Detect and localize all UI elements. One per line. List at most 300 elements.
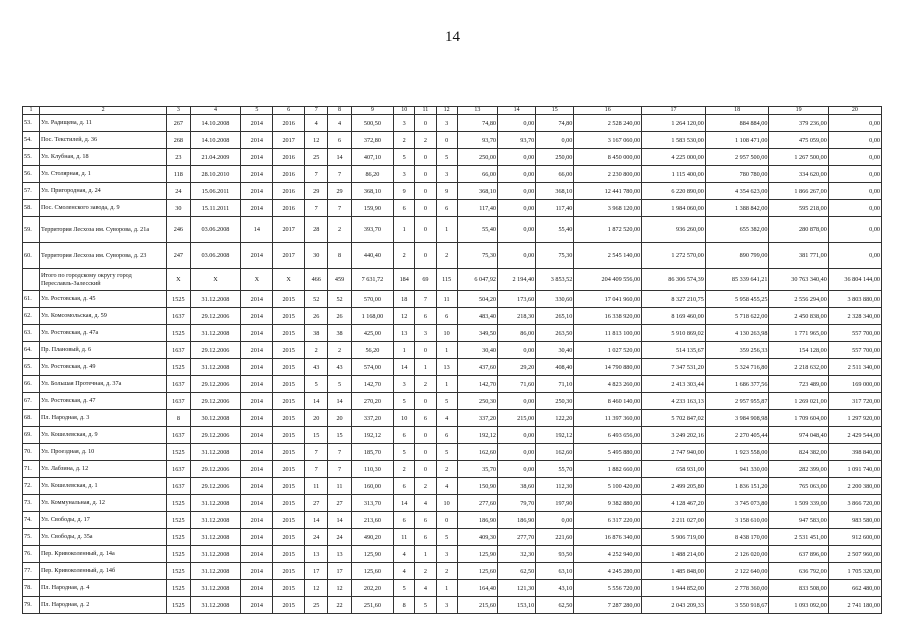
value-cell: 379 236,00 [769,115,828,132]
value-cell: 74,80 [536,115,574,132]
value-cell: 1 264 120,00 [642,115,706,132]
value-cell: 5 [394,444,415,461]
value-cell: 31.12.2008 [190,325,241,342]
value-cell: 6 493 656,00 [574,427,642,444]
value-cell: 2 450 838,00 [769,308,828,325]
value-cell: 63,10 [536,563,574,580]
value-cell: 0,00 [498,461,536,478]
table-row [23,291,882,308]
value-cell: 4 233 163,13 [642,393,706,410]
value-cell: 14 [305,393,328,410]
value-cell: 1525 [167,563,190,580]
column-number-cell: 2 [39,107,166,115]
value-cell: 221,60 [536,529,574,546]
value-cell: 1637 [167,308,190,325]
value-cell: 655 382,00 [705,217,769,243]
value-cell: 1 [436,217,457,243]
value-cell: 31.12.2008 [190,597,241,614]
value-cell: 15.06.2011 [190,183,241,200]
value-cell: 29.12.2006 [190,427,241,444]
value-cell: 0 [415,166,436,183]
value-cell: 27 [305,495,328,512]
column-number-cell: 10 [394,107,415,115]
row-number-cell: 78. [23,580,40,597]
value-cell: 0,00 [498,200,536,217]
value-cell: 0,00 [828,200,881,217]
address-cell: Ул. Кошелевская, д. 1 [39,478,166,495]
row-number-cell: 66. [23,376,40,393]
value-cell: 0 [415,427,436,444]
value-cell: 2 [436,243,457,269]
value-cell: 31.12.2008 [190,546,241,563]
value-cell: 75,30 [536,243,574,269]
value-cell: 2014 [241,200,273,217]
address-cell: Ул. Кошелевская, д. 9 [39,427,166,444]
value-cell: 7 287 280,00 [574,597,642,614]
value-cell: 55,40 [536,217,574,243]
address-cell: Пр. Плановый, д. 6 [39,342,166,359]
table-row [23,376,882,393]
table-row [23,529,882,546]
value-cell: 2014 [241,597,273,614]
column-number-cell: 5 [241,107,273,115]
value-cell: 2 270 405,44 [705,427,769,444]
value-cell: 2015 [273,580,305,597]
value-cell: 6 [394,478,415,495]
value-cell: 31.12.2008 [190,359,241,376]
value-cell: 246 [167,217,190,243]
table-row [23,512,882,529]
value-cell: 12 441 780,00 [574,183,642,200]
value-cell: 2015 [273,291,305,308]
column-number-cell: 16 [574,107,642,115]
value-cell: 17 [328,563,351,580]
row-number-cell: 64. [23,342,40,359]
value-cell: 110,30 [351,461,393,478]
value-cell: 8 460 140,00 [574,393,642,410]
value-cell: 330,60 [536,291,574,308]
value-cell: 7 [415,291,436,308]
value-cell: 5 [394,149,415,166]
value-cell: 17 041 960,00 [574,291,642,308]
value-cell: 2014 [241,444,273,461]
value-cell: 75,30 [457,243,497,269]
value-cell: 3 [394,376,415,393]
row-number-cell: 65. [23,359,40,376]
value-cell: 0 [415,342,436,359]
address-cell: Пер. Кривоколенный, д. 14а [39,546,166,563]
value-cell: 4 245 280,00 [574,563,642,580]
value-cell: 2014 [241,359,273,376]
value-cell: 2014 [241,427,273,444]
value-cell: 125,60 [457,563,497,580]
value-cell: 30.12.2008 [190,410,241,427]
column-number-cell: 8 [328,107,351,115]
value-cell: 202,20 [351,580,393,597]
address-cell: Пл. Народная, д. 3 [39,410,166,427]
value-cell: 5 [328,376,351,393]
value-cell: 0 [415,444,436,461]
value-cell: 186,90 [498,512,536,529]
value-cell: 2 218 632,00 [769,359,828,376]
value-cell: 52 [305,291,328,308]
value-cell: 1637 [167,478,190,495]
value-cell: 941 330,00 [705,461,769,478]
table-row [23,115,882,132]
value-cell: 3 249 202,16 [642,427,706,444]
address-cell: Ул. Ростовская, д. 47 [39,393,166,410]
value-cell: 4 [415,580,436,597]
column-number-cell: 3 [167,107,190,115]
table-row [23,325,882,342]
value-cell: 1 027 520,00 [574,342,642,359]
value-cell: 62,50 [536,597,574,614]
value-cell: 11 [328,478,351,495]
value-cell: 142,70 [351,376,393,393]
value-cell: 2015 [273,410,305,427]
value-cell: 15 [328,427,351,444]
value-cell: 574,00 [351,359,393,376]
value-cell: X [190,269,241,291]
address-cell: Ул. Столярная, д. 1 [39,166,166,183]
value-cell: 12 [394,308,415,325]
value-cell: 8 [328,243,351,269]
value-cell: 3 [436,597,457,614]
value-cell: 10 [394,410,415,427]
value-cell: 5 [305,376,328,393]
value-cell: 270,20 [351,393,393,410]
value-cell: 0 [436,132,457,149]
value-cell: 164,40 [457,580,497,597]
value-cell: 0 [415,115,436,132]
value-cell: 0,00 [828,183,881,200]
value-cell: 5 958 455,25 [705,291,769,308]
value-cell: 765 063,00 [769,478,828,495]
value-cell: 159,90 [351,200,393,217]
value-cell: 2 230 800,00 [574,166,642,183]
value-cell: 368,10 [351,183,393,200]
address-cell: Ул. Ростовская, д. 45 [39,291,166,308]
value-cell: 12 [305,132,328,149]
value-cell: 2015 [273,376,305,393]
value-cell: 440,40 [351,243,393,269]
value-cell: 2015 [273,444,305,461]
value-cell: 18 [394,291,415,308]
value-cell: 2 528 240,00 [574,115,642,132]
value-cell: 1525 [167,597,190,614]
value-cell: 6 [415,308,436,325]
value-cell: 247 [167,243,190,269]
value-cell: 2 [394,243,415,269]
table-row [23,243,882,269]
value-cell: 43 [305,359,328,376]
value-cell: 0 [415,200,436,217]
value-cell: 334 620,00 [769,166,828,183]
value-cell: 0,00 [828,243,881,269]
value-cell: 7 631,72 [351,269,393,291]
column-number-cell: 18 [705,107,769,115]
value-cell: 0,00 [498,183,536,200]
value-cell: 1 272 570,00 [642,243,706,269]
value-cell: 9 382 880,00 [574,495,642,512]
value-cell: 23 [167,149,190,166]
value-cell: 2014 [241,376,273,393]
value-cell: 13 [328,546,351,563]
registry-table [22,106,882,614]
value-cell: 2 511 340,00 [828,359,881,376]
value-cell: 150,90 [457,478,497,495]
column-number-cell: 13 [457,107,497,115]
row-number-cell: 54. [23,132,40,149]
value-cell: 425,00 [351,325,393,342]
value-cell: 1525 [167,546,190,563]
value-cell: 03.06.2008 [190,243,241,269]
value-cell: 337,20 [457,410,497,427]
value-cell: 117,40 [457,200,497,217]
value-cell: 4 [394,563,415,580]
value-cell: 2014 [241,563,273,580]
table-row [23,217,882,243]
value-cell: 3 866 720,00 [828,495,881,512]
value-cell: 1 836 151,20 [705,478,769,495]
value-cell: 6 [436,427,457,444]
row-number-cell: 53. [23,115,40,132]
value-cell: 4 128 467,20 [642,495,706,512]
value-cell: 29.12.2006 [190,342,241,359]
value-cell: 7 [305,200,328,217]
address-cell: Пл. Народная, д. 4 [39,580,166,597]
value-cell: 8 327 210,75 [642,291,706,308]
value-cell: 2 531 451,00 [769,529,828,546]
value-cell: 1 866 267,00 [769,183,828,200]
value-cell: 71,60 [498,376,536,393]
value-cell: 490,20 [351,529,393,546]
value-cell: 22 [328,597,351,614]
value-cell: 1 485 848,00 [642,563,706,580]
value-cell: 5 910 869,02 [642,325,706,342]
row-number-cell: 72. [23,478,40,495]
value-cell: 154 128,00 [769,342,828,359]
address-cell: Ул. Радищева, д. 11 [39,115,166,132]
value-cell: 10 [436,325,457,342]
value-cell: 466 [305,269,328,291]
value-cell: 408,40 [536,359,574,376]
value-cell: 173,60 [498,291,536,308]
value-cell: 280 878,00 [769,217,828,243]
value-cell: 26 [328,308,351,325]
table-row [23,410,882,427]
value-cell: 6 220 890,00 [642,183,706,200]
value-cell: 12 [328,580,351,597]
value-cell: 122,20 [536,410,574,427]
value-cell: 0 [436,512,457,529]
value-cell: 890 799,00 [705,243,769,269]
value-cell: 10 [436,495,457,512]
value-cell: 2014 [241,132,273,149]
value-cell: 93,50 [536,546,574,563]
value-cell: 1 705 320,00 [828,563,881,580]
table-row [23,200,882,217]
value-cell: 21.04.2009 [190,149,241,166]
value-cell: 85 339 641,21 [705,269,769,291]
value-cell: 186,90 [457,512,497,529]
value-cell: 1 [394,217,415,243]
value-cell: 5 [436,529,457,546]
value-cell: 3 853,52 [536,269,574,291]
page-number: 14 [445,29,460,45]
value-cell: 3 167 060,00 [574,132,642,149]
value-cell: 349,50 [457,325,497,342]
table-row [23,427,882,444]
value-cell: 2 [436,563,457,580]
value-cell: 1 [394,342,415,359]
value-cell: 2015 [273,325,305,342]
value-cell: 30 [167,200,190,217]
value-cell: 20 [328,410,351,427]
value-cell: 1 488 214,00 [642,546,706,563]
value-cell: 31.12.2008 [190,563,241,580]
value-cell: 2 741 180,00 [828,597,881,614]
value-cell: 504,20 [457,291,497,308]
table-row [23,183,882,200]
value-cell: 1 267 500,00 [769,149,828,166]
address-cell: Ул. Коммунальная, д. 12 [39,495,166,512]
value-cell: 3 745 073,80 [705,495,769,512]
value-cell: 4 [305,115,328,132]
value-cell: 184 [394,269,415,291]
value-cell: 11 [305,478,328,495]
value-cell: 0 [415,183,436,200]
value-cell: 1637 [167,427,190,444]
value-cell: 7 [305,461,328,478]
value-cell: 250,30 [536,393,574,410]
value-cell: 29.12.2006 [190,308,241,325]
address-cell: Пл. Народная, д. 2 [39,597,166,614]
value-cell: 1637 [167,376,190,393]
value-cell: 0,00 [828,217,881,243]
value-cell: 38 [305,325,328,342]
value-cell: 6 [328,132,351,149]
value-cell: 8 438 170,00 [705,529,769,546]
value-cell: 0,00 [828,132,881,149]
row-number-cell: 77. [23,563,40,580]
value-cell: 0 [415,149,436,166]
value-cell: 409,30 [457,529,497,546]
value-cell: 947 583,00 [769,512,828,529]
value-cell: 1 [436,342,457,359]
value-cell: 7 [305,166,328,183]
value-cell: 30 [305,243,328,269]
value-cell: 24 [305,529,328,546]
value-cell: 8 450 000,00 [574,149,642,166]
value-cell: 833 508,00 [769,580,828,597]
value-cell: 29 [328,183,351,200]
value-cell: 215,60 [457,597,497,614]
value-cell: 2014 [241,149,273,166]
value-cell: 780 780,00 [705,166,769,183]
value-cell: 3 [415,325,436,342]
value-cell: 7 [328,166,351,183]
row-number-cell: 73. [23,495,40,512]
value-cell: 38 [328,325,351,342]
value-cell: 0,00 [828,166,881,183]
value-cell: 5 [436,149,457,166]
value-cell: 5 906 719,00 [642,529,706,546]
value-cell: 636 792,00 [769,563,828,580]
value-cell: 1525 [167,359,190,376]
value-cell: 0,00 [828,115,881,132]
value-cell: 43 [328,359,351,376]
value-cell: 3 968 120,00 [574,200,642,217]
value-cell: 1 872 520,00 [574,217,642,243]
value-cell: 2 [415,563,436,580]
value-cell: 824 382,00 [769,444,828,461]
value-cell: 30 763 340,40 [769,269,828,291]
value-cell: 38,60 [498,478,536,495]
value-cell: 2016 [273,200,305,217]
value-cell: 1 [436,376,457,393]
value-cell: 1637 [167,461,190,478]
value-cell: 12 [305,580,328,597]
row-number-cell: 62. [23,308,40,325]
value-cell: 2016 [273,149,305,166]
value-cell: 25 [305,149,328,166]
value-cell: 250,30 [457,393,497,410]
value-cell: 2 499 205,80 [642,478,706,495]
value-cell: 0,00 [498,243,536,269]
value-cell: 2017 [273,243,305,269]
value-cell: 2015 [273,427,305,444]
value-cell: 1 509 339,00 [769,495,828,512]
value-cell: 1 771 965,00 [769,325,828,342]
value-cell: 8 [167,410,190,427]
value-cell: 6 [415,410,436,427]
value-cell: 169 000,00 [828,376,881,393]
value-cell: 4 [394,546,415,563]
value-cell: 2015 [273,461,305,478]
value-cell: 3 984 908,98 [705,410,769,427]
value-cell: 11 [394,529,415,546]
value-cell: 459 [328,269,351,291]
value-cell: 2 122 640,00 [705,563,769,580]
value-cell: 2016 [273,166,305,183]
value-cell: 86 306 574,39 [642,269,706,291]
value-cell: 192,12 [351,427,393,444]
address-cell: Ул. Пригородная, д. 24 [39,183,166,200]
value-cell: 2 126 020,00 [705,546,769,563]
value-cell: 29.12.2006 [190,461,241,478]
value-cell: 8 [394,597,415,614]
value-cell: 3 803 880,00 [828,291,881,308]
value-cell: 3 158 610,00 [705,512,769,529]
value-cell: 3 [394,115,415,132]
value-cell: 7 [305,444,328,461]
value-cell: 662 480,00 [828,580,881,597]
row-number-cell: 67. [23,393,40,410]
value-cell: 250,00 [536,149,574,166]
value-cell: 6 047,92 [457,269,497,291]
value-cell: 359 256,33 [705,342,769,359]
value-cell: 25 [305,597,328,614]
value-cell: 1637 [167,393,190,410]
value-cell: 2015 [273,478,305,495]
row-number-cell: 61. [23,291,40,308]
value-cell: 0,00 [498,342,536,359]
value-cell: 29 [305,183,328,200]
value-cell: 0 [415,393,436,410]
value-cell: 2 [415,132,436,149]
value-cell: 1 269 021,00 [769,393,828,410]
